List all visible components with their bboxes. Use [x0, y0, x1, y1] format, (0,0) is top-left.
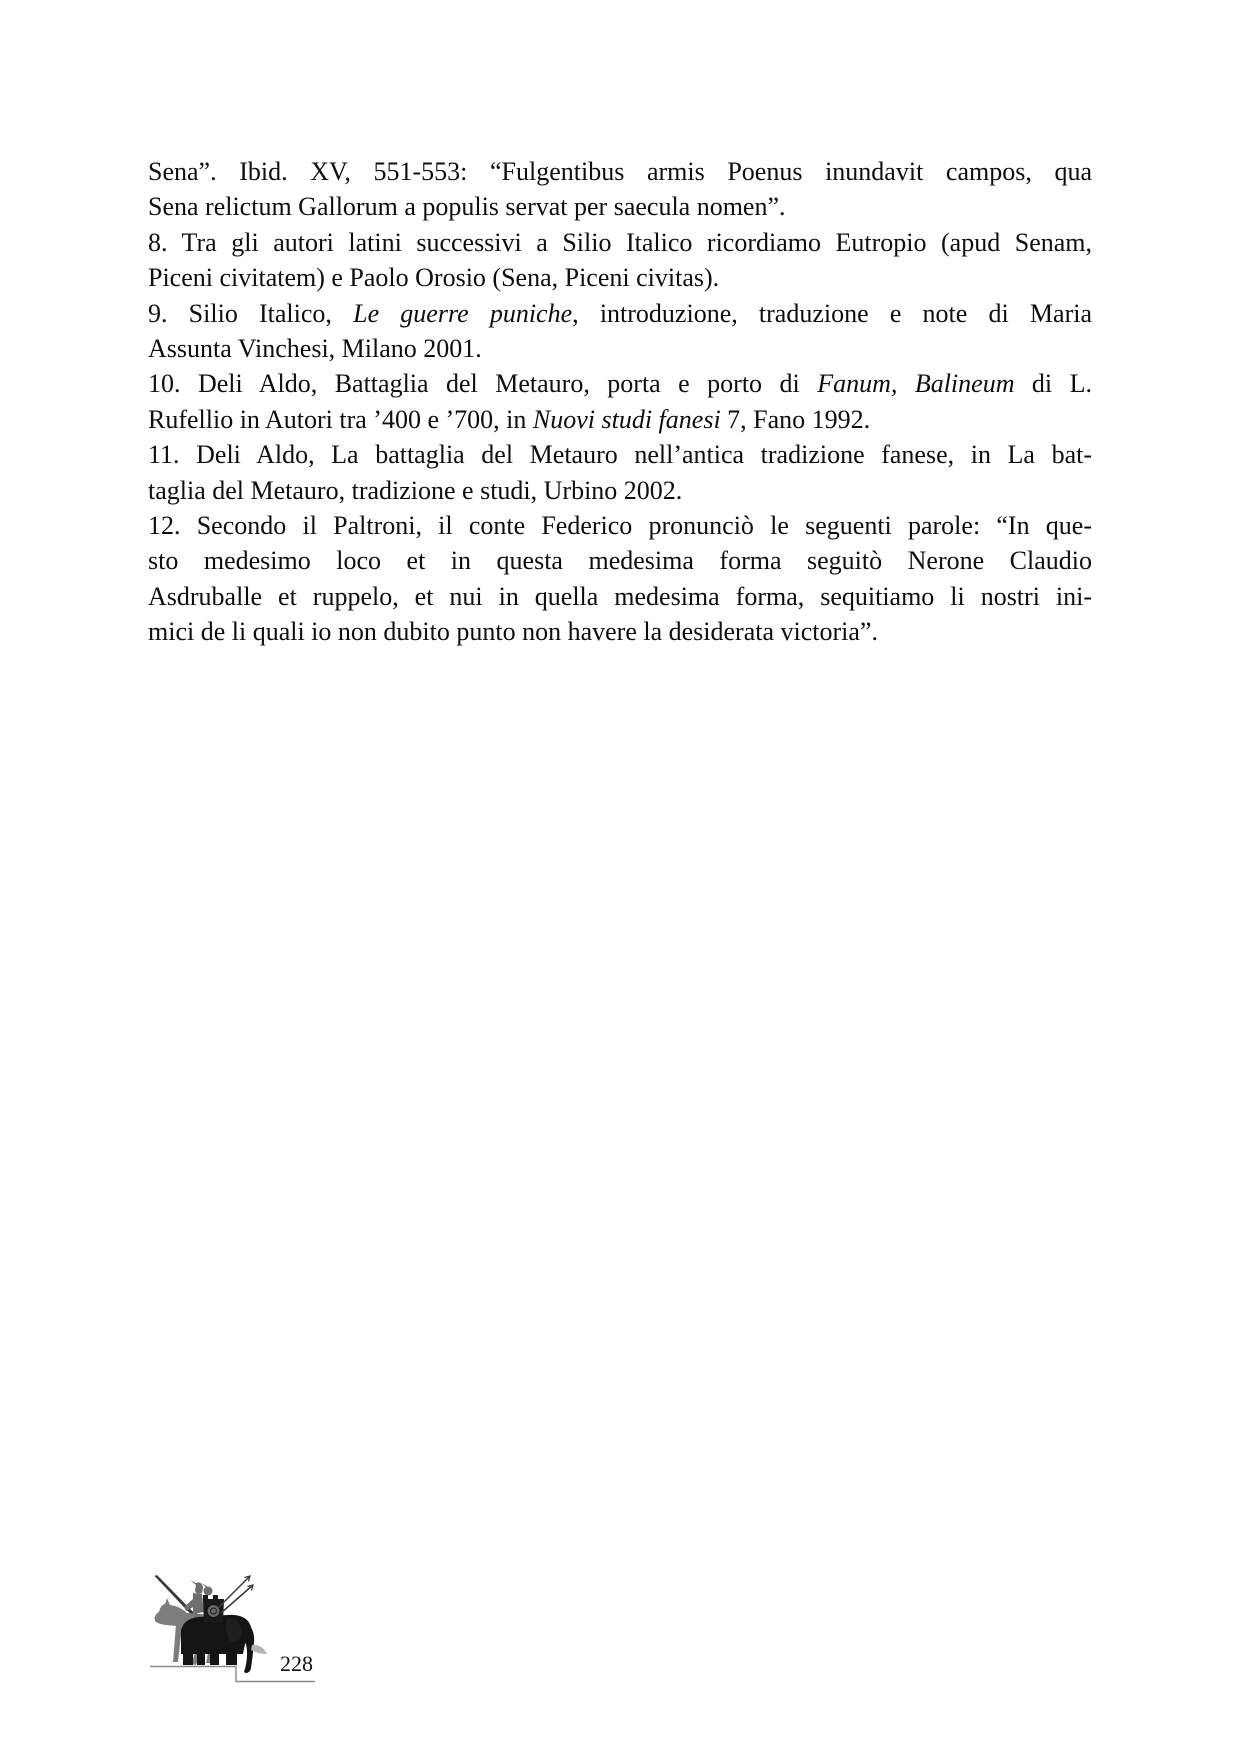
text-segment: 8. Tra gli autori latini successivi a Silio Italico ricordiamo Eutropio (apud Senam, [148, 227, 1092, 257]
howdah-tower-icon [203, 1595, 224, 1623]
text-line [148, 473, 1092, 508]
text-segment: 9. Silio Italico, [148, 298, 354, 328]
text-segment: Piceni civitatem) e Paolo Orosio (Sena, Piceni civitas). [148, 263, 720, 293]
text-line [148, 260, 1092, 295]
text-segment: Sena relictum Gallorum a populis servat per saecula nomen”. [148, 192, 786, 222]
text-segment: 7, Fano 1992. [720, 404, 871, 434]
page-number: 228 [280, 1651, 313, 1676]
text-line [148, 189, 1092, 224]
text-line [148, 543, 1092, 578]
italic-text-segment: Nuovi studi fanesi [532, 404, 721, 434]
notes-text-block [148, 154, 1092, 650]
text-segment: taglia del Metauro, tradizione e studi, Urbino 2002. [148, 475, 683, 505]
text-line [148, 154, 1092, 189]
text-segment: 10. Deli Aldo, Battaglia del Metauro, porta e porto di [148, 369, 818, 399]
text-line [148, 296, 1092, 331]
text-line [148, 366, 1092, 401]
text-segment: Assunta Vinchesi, Milano 2001. [148, 334, 482, 364]
italic-text-segment: Fanum, Balineum [817, 369, 1015, 399]
text-line [148, 437, 1092, 472]
text-line [148, 331, 1092, 366]
text-line [148, 614, 1092, 649]
elephant-tail-icon [251, 1645, 267, 1654]
elephant-icon [181, 1615, 254, 1673]
text-line [148, 402, 1092, 437]
text-segment: , introduzione, traduzione e note di Maria [572, 298, 1092, 328]
text-segment: sto medesimo loco et in questa medesima forma seguitò Nerone Claudio [148, 546, 1092, 576]
italic-text-segment: Le guerre puniche [353, 298, 573, 328]
text-segment: 11. Deli Aldo, La battaglia del Metauro nell’antica tradizione fanese, in La bat- [148, 440, 1092, 470]
text-segment: mici de li quali io non dubito punto non havere la desiderata victoria”. [148, 617, 878, 647]
text-segment: Asdruballe et ruppelo, et nui in quella medesima forma, sequitiamo li nostri ini- [148, 581, 1092, 611]
text-segment: 12. Secondo il Paltroni, il conte Federico pronunciò le seguenti parole: “In que- [148, 511, 1092, 541]
text-segment: Rufellio in Autori tra ’400 e ’700, in [148, 404, 533, 434]
text-segment: Sena”. Ibid. XV, 551-553: “Fulgentibus armis Poenus inundavit campos, qua [148, 157, 1092, 186]
mahout-icon [202, 1583, 213, 1596]
text-line [148, 508, 1092, 543]
text-line [148, 579, 1092, 614]
text-line [148, 225, 1092, 260]
text-segment: di L. [1014, 369, 1092, 399]
